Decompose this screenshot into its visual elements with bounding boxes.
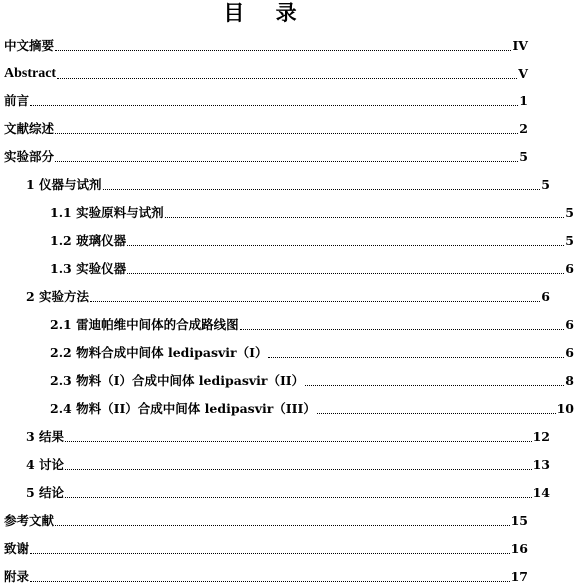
toc-entry-label: 参考文献	[4, 513, 55, 528]
toc-entry[interactable]	[0, 229, 574, 249]
dot-leader	[30, 580, 510, 582]
dot-leader	[55, 49, 511, 51]
toc-entry-page: 6	[565, 261, 574, 276]
toc-entry-label: 4 讨论	[26, 457, 65, 472]
dot-leader	[90, 300, 540, 302]
dot-leader	[240, 328, 565, 330]
toc-entry[interactable]	[0, 201, 574, 221]
dot-leader	[30, 552, 510, 554]
toc-entry-page: 14	[532, 485, 550, 500]
toc-entry[interactable]	[0, 285, 550, 305]
dot-leader	[268, 356, 564, 358]
dot-leader	[103, 188, 541, 190]
toc-entry-label: 5 结论	[26, 485, 65, 500]
toc-entry[interactable]	[0, 369, 574, 389]
dot-leader	[65, 440, 532, 442]
toc-entry-label: 1.2 玻璃仪器	[50, 233, 127, 248]
dot-leader	[65, 468, 532, 470]
dot-leader	[305, 384, 564, 386]
toc-entry-label: 1 仪器与试剂	[26, 177, 102, 192]
toc-entry-label: 1.1 实验原料与试剂	[50, 205, 164, 220]
toc-entry-page: 6	[541, 289, 550, 304]
toc-entry-page: 2	[519, 121, 528, 136]
toc-entry[interactable]	[0, 34, 528, 54]
dot-leader	[65, 496, 532, 498]
toc-entry-page: 12	[532, 429, 550, 444]
toc-entry-page: 8	[565, 373, 574, 388]
toc-entry-page: V	[518, 66, 528, 81]
toc-entry-label: 实验部分	[4, 149, 55, 164]
toc-entry-page: 1	[519, 93, 528, 108]
toc-entry-label: Abstract	[4, 66, 57, 81]
page-title: 目 录	[223, 0, 309, 25]
dot-leader	[165, 216, 565, 218]
toc-entry-page: 17	[510, 569, 528, 584]
toc-entry-label: 2.4 物料（II）合成中间体 ledipasvir（III）	[50, 401, 316, 416]
toc-entry-page: 5	[565, 233, 574, 248]
toc-entry[interactable]	[0, 453, 550, 473]
toc-entry-page: 16	[510, 541, 528, 556]
toc-entry-label: 2.1 雷迪帕维中间体的合成路线图	[50, 317, 239, 332]
toc-entry-page: 13	[532, 457, 550, 472]
toc-entry[interactable]	[0, 89, 528, 109]
dot-leader	[55, 524, 510, 526]
toc-entry[interactable]	[0, 509, 528, 529]
toc-entry-page: IV	[512, 38, 528, 53]
toc-entry-label: 文献综述	[4, 121, 55, 136]
dot-leader	[127, 244, 564, 246]
toc-entry[interactable]	[0, 145, 528, 165]
toc-entry-page: 5	[565, 205, 574, 220]
toc-entry[interactable]	[0, 117, 528, 137]
toc-entry[interactable]	[0, 62, 528, 82]
toc-entry[interactable]	[0, 257, 574, 277]
toc-entry[interactable]	[0, 341, 574, 361]
toc-entry-label: 中文摘要	[4, 38, 55, 53]
dot-leader	[127, 272, 564, 274]
toc-entry-page: 5	[541, 177, 550, 192]
toc-entry-label: 致谢	[4, 541, 30, 556]
toc-entry[interactable]	[0, 313, 574, 333]
toc-entry[interactable]	[0, 565, 528, 585]
toc-entry-page: 6	[565, 345, 574, 360]
toc-entry[interactable]	[0, 397, 574, 417]
dot-leader	[55, 132, 518, 134]
dot-leader	[30, 104, 518, 106]
toc-entry[interactable]	[0, 481, 550, 501]
toc-entry-label: 附录	[4, 569, 30, 584]
toc-entry[interactable]	[0, 537, 528, 557]
toc-entry[interactable]	[0, 425, 550, 445]
toc-entry-label: 1.3 实验仪器	[50, 261, 127, 276]
toc-entry-label: 3 结果	[26, 429, 65, 444]
toc-entry-label: 2.2 物料合成中间体 ledipasvir（I）	[50, 345, 268, 360]
toc-entry-label: 2.3 物料（I）合成中间体 ledipasvir（II）	[50, 373, 305, 388]
toc-entry-label: 前言	[4, 93, 30, 108]
toc-entry-page: 10	[556, 401, 574, 416]
dot-leader	[317, 412, 556, 414]
dot-leader	[57, 77, 517, 79]
toc-entry-page: 5	[519, 149, 528, 164]
toc-entry[interactable]	[0, 173, 550, 193]
toc-entry-page: 15	[510, 513, 528, 528]
toc-entry-label: 2 实验方法	[26, 289, 90, 304]
dot-leader	[55, 160, 518, 162]
toc-entry-page: 6	[565, 317, 574, 332]
